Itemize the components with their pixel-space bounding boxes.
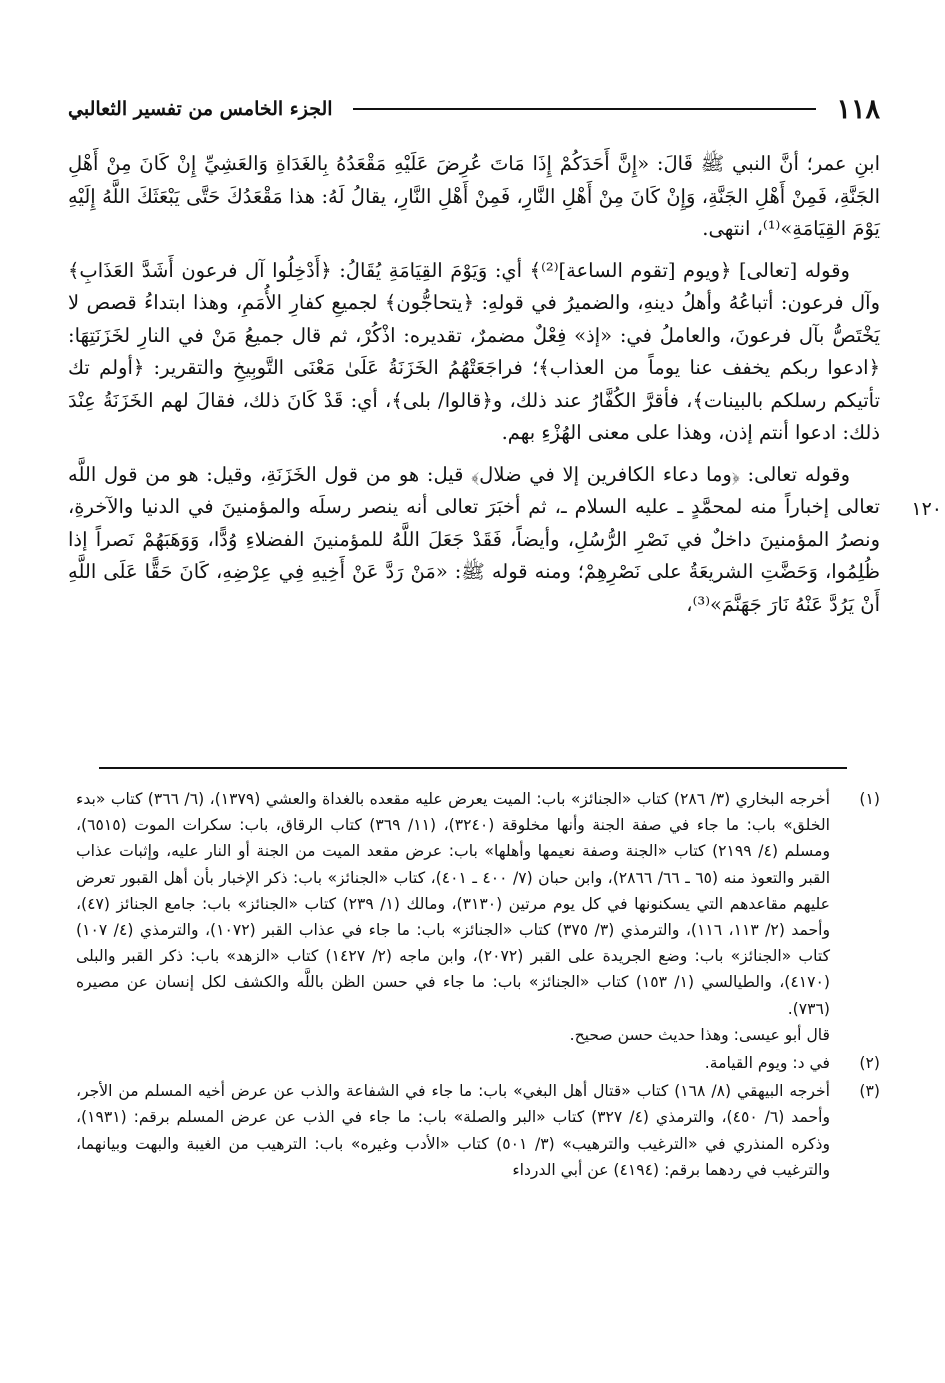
footnote-3 (76, 1078, 880, 1183)
paragraph-2: وقوله [تعالى] ﴿ويوم [تقوم الساعة]⁽²⁾﴾ أي: وَيَوْمَ القِيَامَةِ يُقَالُ: ﴿أَدْخِلُوا آل فرعون أَشَدَّ العَذَابِ﴾ وآل فرعون: أتباعُهُ وأهلُ دينهِ، والضميرُ في قولهِ: ﴿يتحاجُّون﴾ لجميعِ كفارِ الأُمَمِ، وهذا ابتداءُ قصص لا يَخْتَصُّ بآل فرعونَ، والعاملُ في: «إذ» فِعْلٌ مضمرٌ، تقديره: اذْكُرْ، ثم قال جميعُ مَنْ في النارِ لخَزَنَتِهَا: ﴿ادعوا ربكم يخفف عنا يوماً من العذاب﴾؛ فراجَعَتْهُمُ الخَزَنَةُ عَلَىٰ مَعْنَى التَّوبِيخِ والتقرير: ﴿أولم تك تأتيكم رسلكم بالبينات﴾، فأقرَّ الكُفَّارُ عند ذلك، و﴿قالوا/ بلى﴾، أي: قَدْ كَانَ ذلك، فقالَ لهم الخَزَنَةُ عِنْدَ ذلك: ادعوا أنتم إذن، وهذا على معنى الهُزْءِ بهم. (68, 258, 880, 444)
running-title: الجزء الخامس من تفسير الثعالبي (68, 98, 333, 120)
footnote-line: أخرجه البيهقي (٨/ ١٦٨) كتاب «قتال أهل البغي» باب: ما جاء في الشفاعة والذب عن عرض أخيه المسلم من الأجر، وأحمد (٦/ ٤٥٠)، والترمذي (٤/ ٣٢٧) كتاب «البر والصلة» باب: ما جاء في الذب عن عرض المسلم برقم: (١٩٣١)، وذكره المنذري في «الترغيب والترهيب» (٣/ ٥٠١) كتاب «الأدب وغيره» باب: الترهيب من الغيبة والبهت وبيانهما، والترغيب في ردهما برقم: (٤١٩٤) عن أبي الدرداء (76, 1082, 830, 1179)
footnote-2 (76, 1050, 880, 1076)
main-text (68, 148, 942, 630)
page-number: ١١٨ (836, 93, 880, 125)
footnote-line: أخرجه البخاري (٣/ ٢٨٦) كتاب «الجنائز» باب: الميت يعرض عليه مقعده بالغداة والعشي (١٣٧٩)، (٦/ ٣٦٦) كتاب «بدء الخلق» باب: ما جاء في صفة الجنة وأنها مخلوقة (٣٢٤٠)، (١١/ ٣٦٩) كتاب الرقاق، باب: سكرات الموت (٦٥١٥)، ومسلم (٤/ ٢١٩٩) كتاب «الجنة وصفة نعيمها وأهلها» باب: عرض مقعد الميت من الجنة أو النار عليه، وإثبات عذاب القبر والتعوذ منه (٦٥ ـ ٦٦/ ٢٨٦٦)، وابن حبان (٧/ ٤٠٠ ـ ٤٠١)، كتاب «الجنائز» باب: ذكر الإخبار بأن أهل القبور تعرض عليهم مقاعدهم التي يسكنونها في كل يوم مرتين (٣١٣٠)، ومالك (١/ ٢٣٩) كتاب «الجنائز» باب: جامع الجنائز (٤٧)، وأحمد (٢/ ١١٣، ١١٦)، والترمذي (٣/ ٣٧٥) كتاب «الجنائز» باب: ما جاء في عذاب القبر (١٠٧٢)، والترمذي (٤/ ١٠٧) كتاب «الجنائز» باب: وضع الجريدة على القبر (٢٠٧٢)، وابن ماجه (٢/ ١٤٢٧) كتاب «الزهد» باب: ذكر القبر والبلى (٤١٧٠)، والطيالسي (١/ ١٥٣) كتاب «الجنائز» باب: ما جاء في حسن الظن باللَّه والكشف لكل إنسان عن مصيره (٧٣٦). (76, 790, 831, 1018)
footnote-number: (١) (859, 790, 880, 808)
footnote-number: (٣) (859, 1082, 880, 1101)
paragraph-3: وقوله تعالى: ﴿وما دعاء الكافرين إلا في ضلال﴾ قيل: هو من قول الخَزَنَةِ، وقيل: هو من قول اللَّه تعالى إخباراً منه لمحمَّدٍ ـ عليه السلام ـ، ثم أخبَرَ تعالى أنه ينصر رسلَه والمؤمنينَ في الدنيا والآخرةِ، ونصرُ المؤمنينَ داخلٌ في نَصْرِ الرُّسُلِ، وأيضاً، فَقَدْ جَعَلَ اللَّهُ للمؤمنينَ الفضلاءِ وُدًّا، وَوَهَبَهُمْ نَصراً إذا ظُلِمُوا، وَحَضَّتِ الشريعَةُ على نَصْرِهِمْ؛ ومنه قوله ﷺ: «مَنْ رَدَّ عَنْ أَخِيهِ فِي عِرْضِهِ، كَانَ حَقًّا عَلَى اللَّهِ أَنْ يَرُدَّ عَنْهُ نَارَ جَهَنَّمَ»⁽³⁾، (68, 462, 880, 616)
footnote-1 (76, 786, 880, 1048)
footnotes (76, 786, 880, 1185)
margin-number: ١٢٠ (911, 498, 942, 520)
footnote-line: في د: ويوم القيامة. (704, 1054, 830, 1073)
header-rule (353, 108, 817, 110)
footnote-line: قال أبو عيسى: وهذا حديث حسن صحيح. (569, 1025, 830, 1044)
page-header (68, 92, 880, 126)
paragraph-1: ابنِ عمر؛ أنَّ النبي ﷺ قَالَ: «إِنَّ أَحَدَكُمْ إِذَا مَاتَ عُرِضَ عَلَيْهِ مَقْعَدُهُ بِالغَدَاةِ وَالعَشِيِّ إِنْ كَانَ مِنْ أَهْلِ الجَنَّةِ، فَمِنْ أَهْلِ الجَنَّةِ، وَإِنْ كَانَ مِنْ أَهْلِ النَّارِ، فَمِنْ أَهْلِ النَّارِ، يقالُ لَهُ: هذا مَقْعَدُكَ حَتَّى يَبْعَثَكَ اللَّهُ إِلَيْهِ يَوْمَ القِيَامَةِ»⁽¹⁾، انتهى. (68, 152, 880, 240)
footnote-number: (٢) (859, 1054, 880, 1073)
footnote-separator (99, 767, 847, 769)
